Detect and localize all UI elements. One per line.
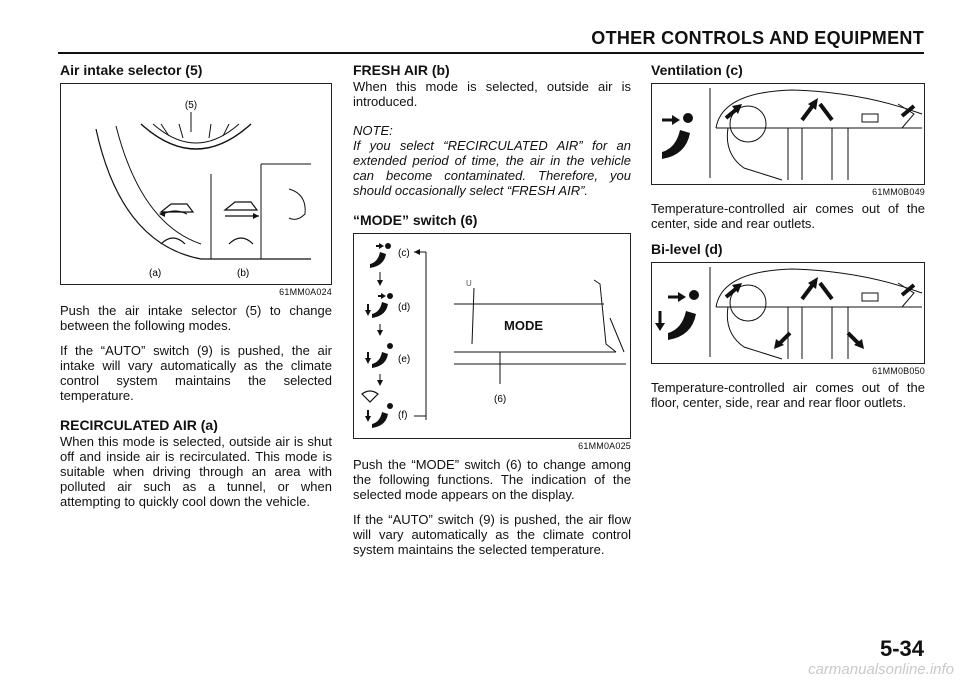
bi-level-figure: [651, 262, 925, 364]
bi-level-illustration: [652, 263, 924, 361]
column-mode: [353, 62, 631, 557]
label-e: (e): [398, 354, 411, 365]
ventilation-icon: [662, 113, 693, 159]
air-intake-figure-code: 61MM0A024: [279, 287, 332, 297]
ventilation-figure-code: 61MM0B049: [872, 187, 925, 197]
label-f: (f): [398, 410, 408, 421]
floor-mode-icon: [365, 343, 393, 368]
air-intake-para-1: Push the air intake selector (5) to change between the following modes.: [60, 303, 332, 333]
svg-text:U: U: [466, 279, 472, 288]
air-intake-illustration: [61, 84, 331, 282]
ventilation-mode-icon: [370, 243, 391, 268]
header-title: OTHER CONTROLS AND EQUIPMENT: [591, 28, 924, 48]
air-intake-figure: [60, 83, 332, 285]
column-air-intake: [60, 62, 332, 509]
floor-defroster-mode-icon: [362, 391, 393, 428]
page-number: 5-34: [879, 636, 924, 661]
note-label: NOTE:: [353, 123, 393, 138]
mode-switch-para-1: Push the “MODE” switch (6) to change among the following functions. The indication of the selected mode appears on the display.: [353, 457, 631, 502]
ventilation-heading: Ventilation (c): [651, 62, 743, 78]
fresh-air-heading: FRESH AIR (b): [353, 62, 450, 78]
watermark: carmanualsonline.info: [808, 661, 954, 678]
ventilation-illustration: [652, 84, 924, 182]
label-6: (6): [494, 394, 507, 405]
mode-button-illustration: MODE: [504, 318, 543, 333]
bi-level-mode-icon: [365, 293, 393, 318]
header-rule: [58, 52, 924, 54]
recirculated-air-heading: RECIRCULATED AIR (a): [60, 417, 218, 433]
mode-switch-heading: “MODE” switch (6): [353, 212, 478, 228]
ventilation-figure: [651, 83, 925, 185]
recirculated-air-text: When this mode is selected, outside air is shut off and inside air is recirculated. This mode is suitable when driving through an area with polluted air such as a tunnel, or when attempting to quickly cool down the vehicle.: [60, 434, 332, 509]
mode-switch-illustration: [354, 234, 630, 436]
label-d: (d): [398, 302, 411, 313]
air-intake-heading: Air intake selector (5): [60, 62, 203, 78]
column-airflow-modes: [651, 62, 925, 410]
air-intake-para-2: If the “AUTO” switch (9) is pushed, the air intake will vary automatically as the climate control system maintains the selected temperature.: [60, 343, 332, 403]
label-b: (b): [237, 268, 250, 279]
mode-switch-figure: [353, 233, 631, 439]
mode-switch-figure-code: 61MM0A025: [578, 441, 631, 451]
label-a: (a): [149, 268, 162, 279]
bi-level-figure-code: 61MM0B050: [872, 366, 925, 376]
page-header: [30, 26, 924, 56]
bi-level-text: Temperature-controlled air comes out of the floor, center, side, rear and rear floor outlets.: [651, 380, 925, 410]
bi-level-icon: [655, 290, 699, 340]
fresh-air-text: When this mode is selected, outside air is introduced.: [353, 79, 631, 109]
label-c: (c): [398, 248, 410, 259]
ventilation-text: Temperature-controlled air comes out of the center, side and rear outlets.: [651, 201, 925, 231]
mode-switch-para-2: If the “AUTO” switch (9) is pushed, the air flow will vary automatically as the climate control system maintains the selected temperature.: [353, 512, 631, 557]
bi-level-heading: Bi-level (d): [651, 241, 723, 257]
note-text: If you select “RECIRCULATED AIR” for an extended period of time, the air in the vehicle can become contaminated. Therefore, you should occasionally select “FRESH AIR”.: [353, 138, 631, 198]
label-5: (5): [184, 100, 198, 111]
